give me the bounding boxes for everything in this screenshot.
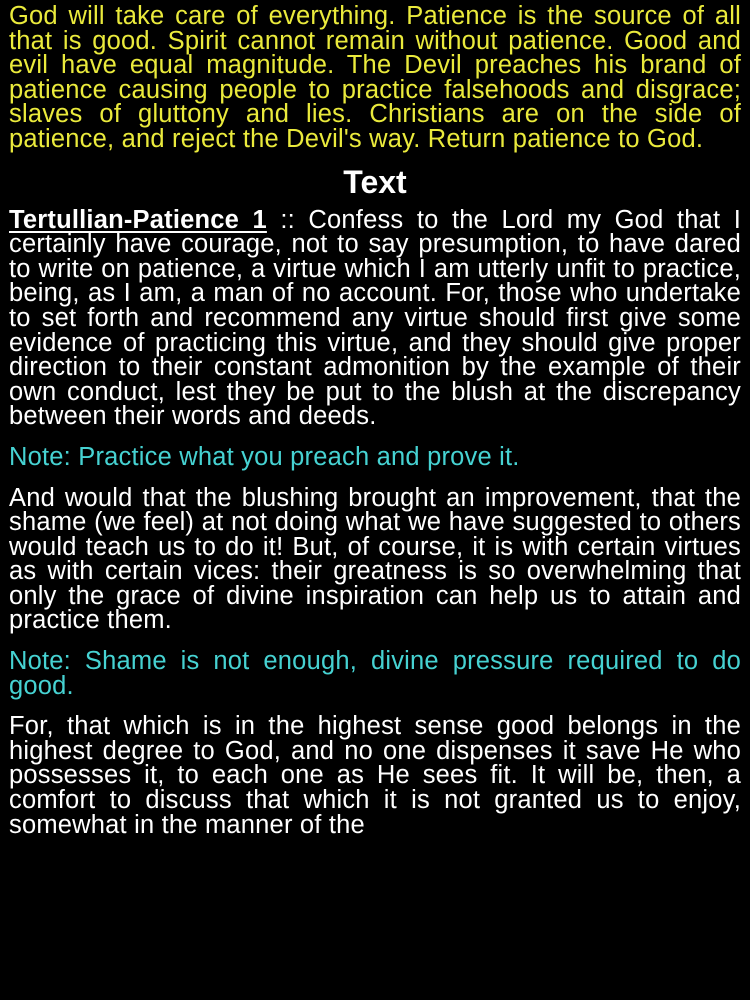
reading-content [9,4,741,837]
section-heading: Text [343,163,407,200]
passage-reference-link[interactable]: Tertullian-Patience 1 [9,205,267,234]
passage-text-1: Confess to the Lord my God that I certainly have courage, not to say presumption, to have dared to write on patience, a virtue which I am utterly unfit to practice, being, as I am, a man of no account. For, those who undertake to set forth and recommend any virtue should first give some evidence of practicing this virtue, and they should give proper direction to their constant admonition by the example of their own conduct, lest they be put to the blush at the discrepancy between their words and deeds. [9,205,742,431]
note-2: Note: Shame is not enough, divine pressure required to do good. [9,647,741,700]
reference-separator: :: [266,205,309,234]
note-1: Note: Practice what you preach and prove it. [9,442,520,471]
passage-paragraph-3: For, that which is in the highest sense good belongs in the highest degree to God, and no one dispenses it save He who possesses it, to each one as He sees fit. It will be, then, a comfort to discuss that which it is not granted us to enjoy, somewhat in the manner of the [9,712,741,839]
summary-paragraph: God will take care of everything. Patience is the source of all that is good. Spirit cannot remain without patience. Good and evil have equal magnitude. The Devil preaches his brand of patience causing people to practice falsehoods and disgrace; slaves of gluttony and lies. Christians are on the side of patience, and reject the Devil's way. Return patience to God. [9,2,741,153]
passage-paragraph-1 [9,205,742,431]
passage-paragraph-2: And would that the blushing brought an improvement, that the shame (we feel) at not doing what we have suggested to others would teach us to do it! But, of course, it is with certain virtues as with certain vices: their greatness is so overwhelming that only the grace of divine inspiration can help us to attain and practice them. [9,483,741,635]
